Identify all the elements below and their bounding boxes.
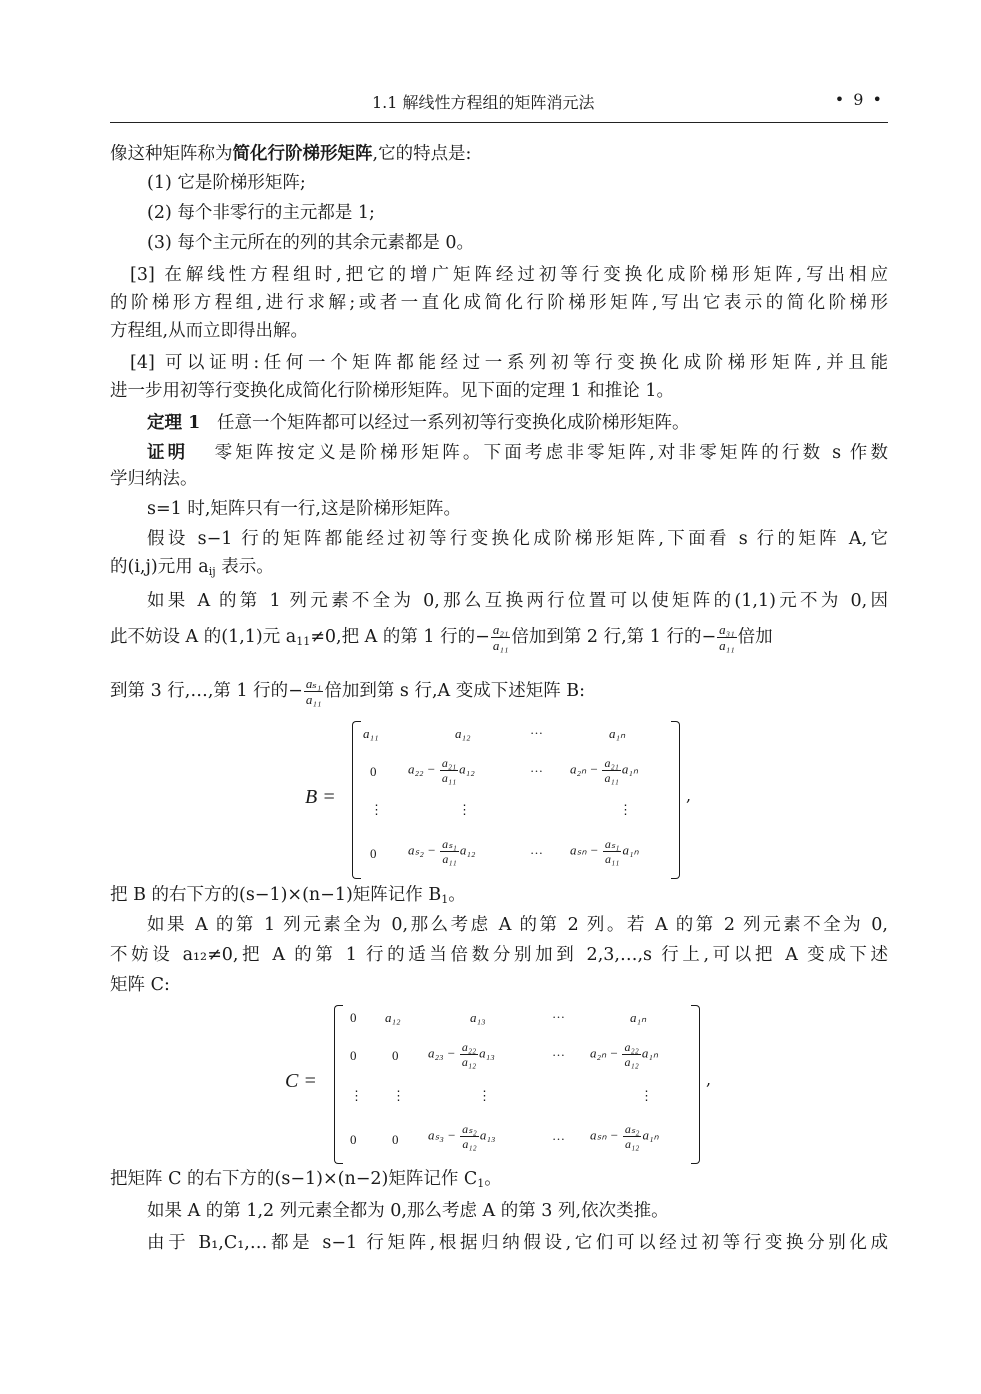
- matrix-entry: a₁ₙ: [630, 1010, 647, 1025]
- matrix-entry: aₛₙ − $\frac{\text{aₛ₂}}{\text{a₁₂}}$ a₁ₙ: [590, 1122, 659, 1151]
- paragraph-line: 不妨设 a₁₂≠0,把 A 的第 1 行的适当倍数分别加到 2,3,…,s 行上,可以把 A 变成下述: [110, 945, 888, 965]
- matrix-entry: 0: [350, 1048, 357, 1063]
- fraction: $\frac{\text{a₂₂}}{\text{a₁₂}}$: [624, 1040, 639, 1069]
- paragraph-line: 到第 3 行,…,第 1 行的− $\frac{\text{aₛ₁}}{\text{a₁₁}}$ 倍加到第 s 行,A 变成下述矩阵 B:: [110, 676, 586, 707]
- fraction: $\frac{\text{a₃₁}}{\text{a₁₁}}$: [719, 622, 735, 653]
- running-title: 1.1 解线性方程组的矩阵消元法: [372, 93, 595, 112]
- matrix-entry: a₁ₙ: [609, 726, 626, 741]
- matrix-comma: ,: [686, 786, 692, 805]
- matrix-left-bracket: [334, 1005, 343, 1164]
- page-header: [110, 88, 888, 123]
- matrix-entry: ⋮: [640, 1088, 653, 1103]
- matrix-entry: a₂₂ − $\frac{\text{a₂₁}}{\text{a₁₁}}$ a₁₂: [408, 756, 475, 785]
- fraction: $\frac{\text{aₛ₁}}{\text{a₁₁}}$: [305, 676, 322, 707]
- paragraph-line: 假设 s−1 行的矩阵都能经过初等行变换化成阶梯形矩阵,下面看 s 行的矩阵 A,它: [147, 529, 888, 549]
- paragraph-line: 此不妨设 A 的(1,1)元 $a_{11}\ne 0$,把 A 的第 1 行的− $\frac{\text{a₂₁}}{\text{a₁₁}}$ 倍加到第 2 行,第 1 行的− $\frac{\text{a₃₁}}{\text{a₁₁}}$ 倍加: [110, 622, 773, 653]
- page-number: • 9 •: [834, 90, 884, 109]
- paragraph-line: 方程组,从而立即得出解。: [110, 321, 309, 341]
- paragraph-line: 像这种矩阵称为简化行阶梯形矩阵,它的特点是:: [110, 144, 472, 164]
- matrix-entry: 0: [370, 764, 377, 779]
- matrix-entry: aₛ₃ − $\frac{\text{aₛ₂}}{\text{a₁₂}}$ a₁₃: [428, 1122, 496, 1151]
- matrix-label: C =: [285, 1070, 317, 1092]
- matrix-entry: a₂₃ − $\frac{\text{a₂₂}}{\text{a₁₂}}$ a₁₃: [428, 1040, 495, 1069]
- paragraph-line: 矩阵 C:: [110, 975, 170, 995]
- list-item: (2) 每个非零行的主元都是 1;: [147, 203, 375, 223]
- fraction: $\frac{\text{a₂₁}}{\text{a₁₁}}$: [604, 756, 619, 785]
- fraction: $\frac{\text{a₂₁}}{\text{a₁₁}}$: [441, 756, 457, 785]
- paragraph-line: 把 B 的右下方的(s−1)×(n−1)矩阵记作 $B_1$。: [110, 885, 466, 906]
- list-item: (3) 每个主元所在的列的其余元素都是 0。: [147, 233, 475, 253]
- matrix-entry: …: [552, 1128, 565, 1143]
- term-highlight: 简化行阶梯形矩阵: [232, 144, 373, 164]
- matrix-entry: a₂ₙ − $\frac{\text{a₂₂}}{\text{a₁₂}}$ a₁ₙ: [590, 1040, 659, 1069]
- matrix-entry: 0: [350, 1010, 357, 1025]
- matrix-entry: a₁₁: [363, 726, 379, 741]
- paragraph-line: 如果 A 的第 1 列元素全为 0,那么考虑 A 的第 2 列。若 A 的第 2 列元素不全为 0,: [147, 915, 888, 935]
- matrix-entry: ⋮: [458, 802, 471, 817]
- matrix-entry: ⋮: [350, 1088, 363, 1103]
- matrix-entry: ⋮: [370, 802, 383, 817]
- paragraph-line: 学归纳法。: [110, 469, 198, 489]
- matrix-entry: aₛₙ − $\frac{\text{aₛ₁}}{\text{a₁₁}}$ a₁ₙ: [570, 837, 639, 866]
- matrix-entry: …: [530, 722, 543, 737]
- paragraph-line: 如果 A 的第 1,2 列元素全都为 0,那么考虑 A 的第 3 列,依次类推。: [147, 1201, 669, 1221]
- proof-label: 证明: [147, 443, 189, 463]
- paragraph-line: [3] 在解线性方程组时,把它的增广矩阵经过初等行变换化成阶梯形矩阵,写出相应: [130, 265, 888, 285]
- paragraph-line: 把矩阵 C 的右下方的(s−1)×(n−2)矩阵记作 $C_1$。: [110, 1169, 502, 1190]
- matrix-entry: …: [530, 760, 543, 775]
- matrix-entry: a₁₂: [385, 1010, 401, 1025]
- fraction: $\frac{\text{aₛ₂}}{\text{a₁₂}}$: [462, 1122, 477, 1151]
- theorem-label: 定理 1: [147, 413, 201, 433]
- paragraph-line: 的阶梯形方程组,进行求解;或者一直化成简化行阶梯形矩阵,写出它表示的简化阶梯形: [110, 293, 888, 313]
- paragraph-line: 由于 B₁,C₁,…都是 s−1 行矩阵,根据归纳假设,它们可以经过初等行变换分别化成: [147, 1233, 888, 1253]
- fraction: $\frac{\text{aₛ₂}}{\text{a₁₂}}$: [624, 1122, 640, 1151]
- matrix-right-bracket: [691, 1005, 700, 1164]
- matrix-comma: ,: [706, 1070, 712, 1089]
- matrix-left-bracket: [352, 721, 361, 879]
- fraction: $\frac{\text{a₂₂}}{\text{a₁₂}}$: [461, 1040, 477, 1069]
- matrix-entry: ⋮: [619, 802, 632, 817]
- matrix-entry: …: [552, 1044, 565, 1059]
- matrix-entry: a₂ₙ − $\frac{\text{a₂₁}}{\text{a₁₁}}$ a₁ₙ: [570, 756, 639, 785]
- fraction: $\frac{\text{a₂₁}}{\text{a₁₁}}$: [492, 622, 509, 653]
- paragraph-line: 如果 A 的第 1 列元素不全为 0,那么互换两行位置可以使矩阵的(1,1)元不为 0,因: [147, 591, 888, 611]
- paragraph-line: s=1 时,矩阵只有一行,这是阶梯形矩阵。: [147, 499, 461, 519]
- paragraph-line: 的(i,j)元用 $a_{ij}$ 表示。: [110, 557, 274, 578]
- matrix-entry: ⋮: [478, 1088, 491, 1103]
- theorem: 定理 1 任意一个矩阵都可以经过一系列初等行变换化成阶梯形矩阵。: [147, 413, 690, 433]
- matrix-entry: aₛ₂ − $\frac{\text{aₛ₁}}{\text{a₁₁}}$ a₁₂: [408, 837, 476, 866]
- list-item: (1) 它是阶梯形矩阵;: [147, 173, 306, 193]
- matrix-right-bracket: [671, 721, 680, 879]
- matrix-entry: …: [552, 1006, 565, 1021]
- matrix-entry: a₁₂: [455, 726, 471, 741]
- fraction: $\frac{\text{aₛ₁}}{\text{a₁₁}}$: [442, 837, 457, 866]
- paragraph-line: 进一步用初等行变换化成简化行阶梯形矩阵。见下面的定理 1 和推论 1。: [110, 381, 674, 401]
- paragraph-line: [4] 可以证明:任何一个矩阵都能经过一系列初等行变换化成阶梯形矩阵,并且能: [130, 353, 888, 373]
- matrix-entry: 0: [350, 1132, 357, 1147]
- matrix-entry: …: [530, 842, 543, 857]
- matrix-entry: a₁₃: [470, 1010, 486, 1025]
- matrix-label: B =: [305, 786, 336, 808]
- matrix-entry: 0: [392, 1048, 399, 1063]
- matrix-entry: 0: [392, 1132, 399, 1147]
- matrix-entry: ⋮: [392, 1088, 405, 1103]
- matrix-entry: 0: [370, 846, 377, 861]
- fraction: $\frac{\text{aₛ₁}}{\text{a₁₁}}$: [604, 837, 620, 866]
- proof-line: 证明 零矩阵按定义是阶梯形矩阵。下面考虑非零矩阵,对非零矩阵的行数 s 作数: [147, 443, 888, 463]
